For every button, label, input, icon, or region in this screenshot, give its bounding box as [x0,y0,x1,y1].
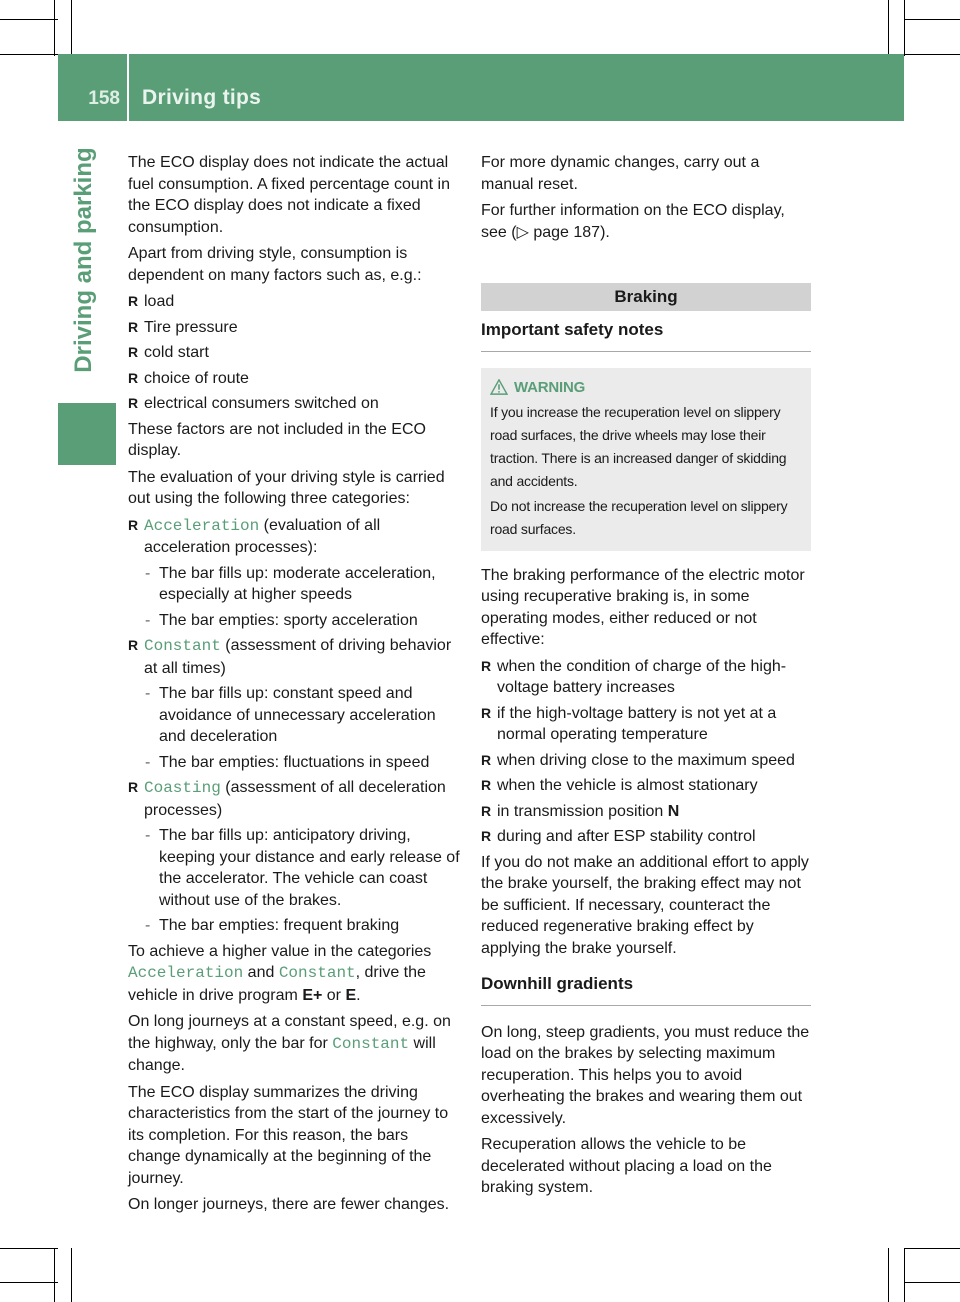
crop-mark [71,1248,72,1302]
page-ref-arrow-icon: ▷ [516,223,529,241]
paragraph: On longer journeys, there are fewer changes. [128,1196,450,1213]
crop-mark [0,1282,58,1283]
text-run: , drive the vehicle in drive program [128,964,426,1004]
paragraph: These factors are not included in the ECO display. [128,420,426,459]
category-desc: (assessment of all deceleration processes) [144,779,446,819]
side-tab-label: Driving and parking [70,147,97,373]
subheading: Downhill gradients [481,973,811,1006]
category-name: Constant [278,964,356,982]
paragraph: The ECO display does not indicate the actual fuel consumption. A fixed percentage count in the ECO display does not indicate a fixed consumption. [128,154,450,236]
list-item: R if the high-voltage battery is not yet at a normal operating temperature [481,703,811,746]
crop-mark [904,19,960,20]
sub-item: - The bar fills up: anticipatory driving, keeping your distance and early release of the accelerator. The vehicle can coast without use of the brakes. [128,825,460,911]
paragraph [481,200,811,243]
text-run: in transmission position [497,802,664,820]
list-item: R when the vehicle is almost stationary [481,775,811,797]
paragraph: On long, steep gradients, you must reduce the load on the brakes by selecting maximum recuperation. This helps you to avoid overheating the brakes and wearing them out excessively. [481,1023,810,1127]
paragraph: The ECO display summarizes the driving characteristics from the start of the journey to its completion. For this reason, the bars change dynamically at the beginning of the journey. [128,1083,449,1187]
paragraph: For more dynamic changes, carry out a manual reset. [481,154,760,193]
sub-item: - The bar empties: fluctuations in speed [128,752,460,774]
header-separator [127,54,129,121]
list-item: R Tire pressure [128,317,460,339]
crop-mark [71,0,72,56]
warning-header [490,376,802,399]
list-item [481,801,811,823]
drive-program: E+ [302,986,323,1004]
list-item: R electrical consumers switched on [128,393,460,415]
section-heading: Braking [481,283,811,311]
text-run: and [247,964,275,981]
list-item: R choice of route [128,368,460,390]
page-number: 158 [88,88,120,109]
crop-mark [0,19,58,20]
paragraph: Apart from driving style, consumption is dependent on many factors such as, e.g.: [128,245,422,284]
text-run: To achieve a higher value in the categories [128,942,432,960]
crop-mark [904,1282,960,1283]
category-name: Coasting [144,779,221,797]
sub-item: - The bar empties: sporty acceleration [128,610,460,632]
right-column [481,152,811,1204]
category-name: Constant [144,637,221,655]
drive-program: E [345,986,357,1004]
list-item: R load [128,291,460,313]
category-name: Constant [332,1034,410,1053]
warning-text: Do not increase the recuperation level on slippery road surfaces. [490,497,788,537]
sub-item: - The bar fills up: constant speed and avoidance of unnecessary acceleration and deceleration [128,683,460,748]
crop-mark [904,1248,905,1302]
category-name: Acceleration [144,516,260,535]
crop-mark [904,1248,960,1249]
crop-mark [0,1248,58,1249]
crop-mark [888,1248,889,1302]
crop-mark [54,1248,55,1302]
subheading: Important safety notes [481,319,811,352]
left-column [128,152,460,1221]
paragraph: If you do not make an additional effort to apply the brake yourself, the braking effect may not be sufficient. If necessary, counteract the reduced regenerative braking effect by applying the brake yourself. [481,853,809,957]
category-item-coasting [128,777,460,821]
warning-triangle-icon [490,379,508,395]
crop-mark [54,0,55,56]
paragraph [128,1011,460,1077]
paragraph [128,941,460,1007]
text-run: will change. [128,1034,436,1074]
text-run: . [356,986,361,1004]
list-item: R cold start [128,342,460,364]
sub-item: - The bar fills up: moderate acceleration, especially at higher speeds [128,563,460,606]
list-item: R when driving close to the maximum speed [481,750,811,772]
warning-box [481,368,811,551]
text-run: On long journeys at a constant speed, e.g. on the highway, only the bar for [128,1013,451,1052]
list-item: R when the condition of charge of the high-voltage battery increases [481,656,811,699]
transmission-position: N [667,802,680,820]
paragraph: Recuperation allows the vehicle to be decelerated without placing a load on the braking system. [481,1136,772,1196]
category-name: Acceleration [128,964,244,982]
warning-title: WARNING [514,378,586,396]
text-run: or [326,986,342,1004]
crop-mark [888,0,889,56]
sub-item: - The bar empties: frequent braking [128,915,460,937]
warning-text: If you increase the recuperation level on slippery road surfaces, the drive wheels may lose their traction. There is an increased danger of skidding and accidents. [490,403,787,489]
crop-mark [0,54,58,55]
text-run: For further information on the ECO display, see ( [481,202,785,241]
page-reference[interactable]: page 187). [533,223,610,241]
side-tab-block [58,403,116,465]
crop-mark [904,54,960,55]
category-desc: (assessment of driving behavior at all times) [144,637,452,677]
paragraph: The braking performance of the electric motor using recuperative braking is, in some operating modes, either reduced or not effective: [481,566,805,648]
crop-mark [904,0,905,56]
page-title: Driving tips [142,86,262,109]
category-item-acceleration [128,515,460,559]
paragraph: The evaluation of your driving style is carried out using the following three categories: [128,468,445,507]
list-item: R during and after ESP stability control [481,826,811,848]
category-item-constant [128,635,460,679]
category-desc: (evaluation of all acceleration processes): [144,516,381,556]
